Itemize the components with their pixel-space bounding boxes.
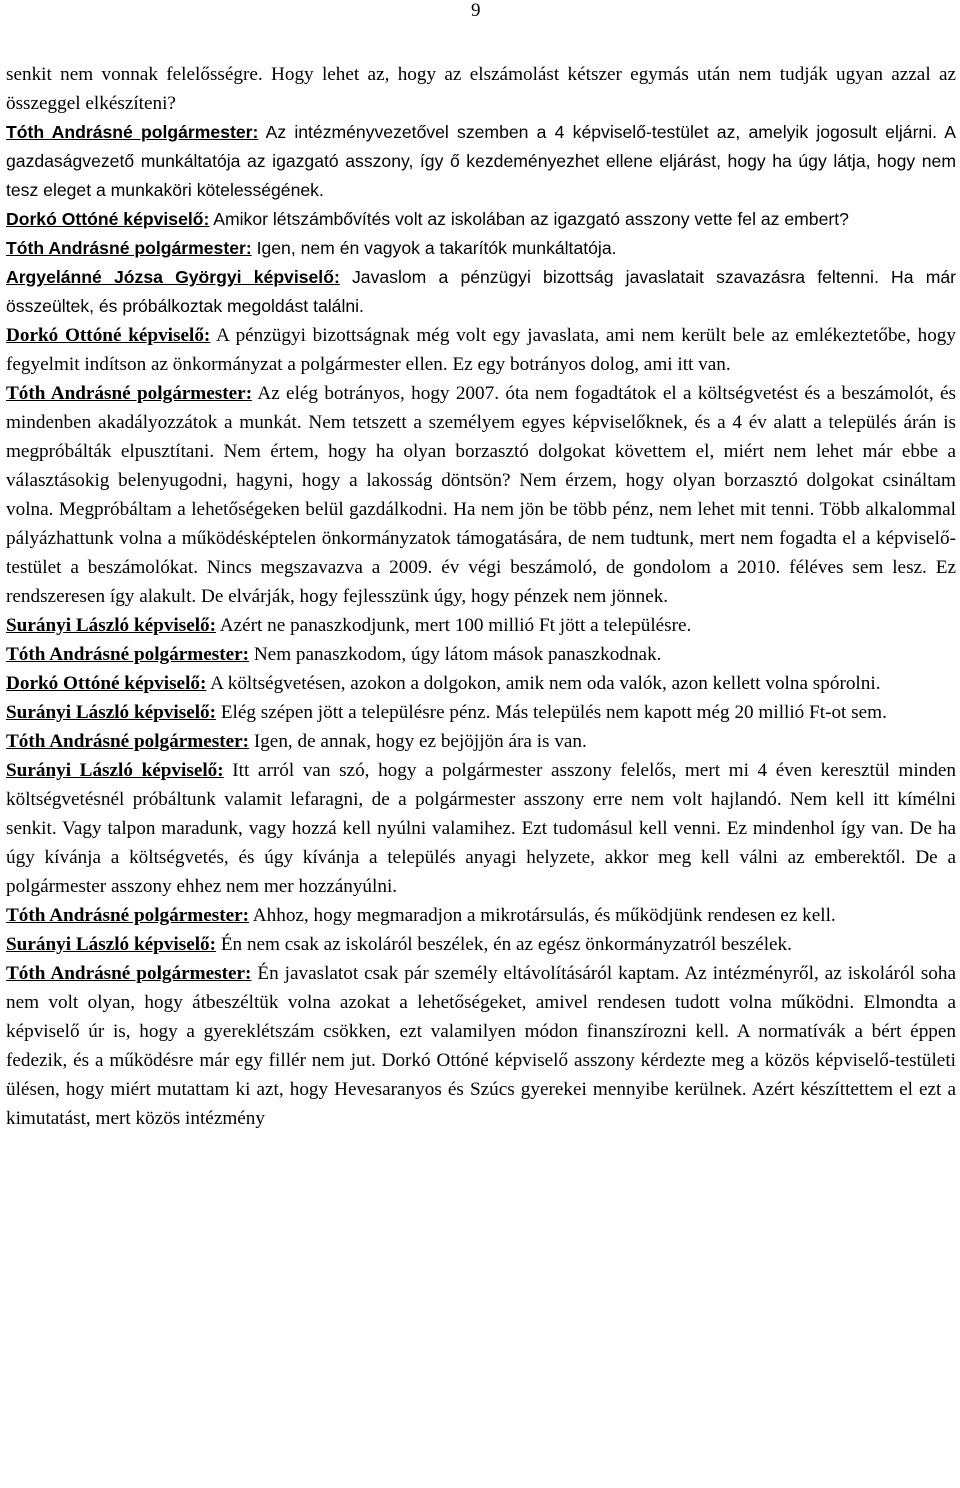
- paragraph: [6, 379, 956, 611]
- paragraph: [6, 234, 956, 263]
- paragraph-text: A költségvetésen, azokon a dolgokon, amik nem oda valók, azon kellett volna spórolni.: [206, 673, 881, 694]
- speaker-name: Surányi László képviselő:: [6, 760, 224, 781]
- paragraph-text: Én nem csak az iskoláról beszélek, én az egész önkormányzatról beszélek.: [216, 934, 792, 955]
- speaker-name: Argyelánné Józsa Györgyi képviselő:: [6, 267, 340, 287]
- speaker-name: Tóth Andrásné polgármester:: [6, 122, 259, 142]
- paragraph: [6, 959, 956, 1133]
- paragraph: [6, 698, 956, 727]
- paragraph: [6, 901, 956, 930]
- speaker-name: Tóth Andrásné polgármester:: [6, 905, 250, 926]
- speaker-name: Surányi László képviselő:: [6, 934, 217, 955]
- speaker-name: Surányi László képviselő:: [6, 615, 217, 636]
- paragraph-text: Itt arról van szó, hogy a polgármester asszony felelős, mert mi 4 éven keresztül minden költségvetésnél próbáltunk valamit lefaragni, de a polgármester asszony erre nem volt hajlandó. Nem kell itt kímélni senkit. Vagy talpon maradunk, vagy hozzá kell nyúlni valamihez. Ezt tudomásul kell venni. Ez mindenhol így van. De ha úgy kívánja a költségvetés, és úgy kívánja a település anyagi helyzete, akkor meg kell válni az emberektől. De a polgármester asszony ehhez nem mer hozzányúlni.: [6, 760, 956, 897]
- speaker-name: Dorkó Ottóné képviselő:: [6, 673, 207, 694]
- paragraph: [6, 669, 956, 698]
- paragraph-text: Igen, nem én vagyok a takarítók munkáltatója.: [251, 238, 617, 258]
- paragraph: [6, 263, 956, 321]
- paragraph: [6, 756, 956, 901]
- speaker-name: Tóth Andrásné polgármester:: [6, 963, 252, 984]
- speaker-name: Tóth Andrásné polgármester:: [6, 644, 250, 665]
- speaker-name: Dorkó Ottóné képviselő:: [6, 209, 210, 229]
- document-body: [6, 60, 956, 1133]
- paragraph: [6, 321, 956, 379]
- paragraph-text: Az elég botrányos, hogy 2007. óta nem fogadtátok el a költségvetést és a beszámolót, és mindenben akadályozzátok a munkát. Nem tetszett a személyem egyes képviselőknek, és a 4 év alatt a település árán is megpróbálták elpusztítani. Nem értem, hogy ha olyan borzasztó dolgokat követtem el, miért nem lehet már ebbe a választásokig belenyugodni, hagyni, hogy a lakosság döntsön? Nem érzem, hogy olyan borzasztó dolgokat csináltam volna. Megpróbáltam a lehetőségeken belül gazdálkodni. Ha nem jön be több pénz, nem lehet mit tenni. Több alkalommal pályázhattunk volna a működésképtelen önkormányzatok támogatására, de nem tudtunk, mert nem fogadta el a képviselő-testület a beszámolókat. Nincs megszavazva a 2009. év végi beszámoló, de gondolom a 2010. féléves sem lesz. Ez rendszeresen így alakult. De elvárják, hogy fejlesszünk úgy, hogy pénzek nem jönnek.: [6, 383, 956, 607]
- speaker-name: Dorkó Ottóné képviselő:: [6, 325, 211, 346]
- speaker-name: Tóth Andrásné polgármester:: [6, 731, 250, 752]
- paragraph-text: Igen, de annak, hogy ez bejöjjön ára is van.: [249, 731, 587, 752]
- speaker-name: Tóth Andrásné polgármester:: [6, 238, 252, 258]
- paragraph: [6, 727, 956, 756]
- paragraph: [6, 611, 956, 640]
- paragraph-text: Az intézményvezetővel szemben a 4 képviselő-testület az, amelyik jogosult eljárni. A gazdaságvezető munkáltatója az igazgató asszony, így ő kezdeményezhet ellene eljárást, hogy ha úgy látja, hogy nem tesz eleget a munkaköri kötelességének.: [6, 122, 956, 200]
- paragraph-text: senkit nem vonnak felelősségre. Hogy lehet az, hogy az elszámolást kétszer egymás után nem tudják ugyan azzal az összeggel elkészíteni?: [6, 64, 956, 114]
- paragraph: [6, 60, 956, 118]
- speaker-name: Surányi László képviselő:: [6, 702, 217, 723]
- paragraph-text: Javaslom a pénzügyi bizottság javaslatait szavazásra feltenni. Ha már összeültek, és próbálkoztak megoldást találni.: [6, 267, 957, 316]
- paragraph: [6, 930, 956, 959]
- page-number: 9: [471, 0, 481, 21]
- paragraph: [6, 118, 956, 205]
- paragraph-text: Én javaslatot csak pár személy eltávolításáról kaptam. Az intézményről, az iskoláról soha nem volt olyan, hogy átbeszéltük volna azokat a lehetőségeket, amivel rendesen tudott volna működni. Elmondta a képviselő úr is, hogy a gyereklétszám csökken, ezt valamilyen módon finanszírozni kell. A normatívák a bért éppen fedezik, és a működésre már egy fillér nem jut. Dorkó Ottóné képviselő asszony kérdezte meg a közös képviselő-testületi ülésen, hogy miért mutattam ki azt, hogy Hevesaranyos és Szúcs gyerekei mennyibe kerülnek. Azért készíttettem el ezt a kimutatást, mert közös intézmény: [6, 963, 957, 1129]
- paragraph: [6, 205, 956, 234]
- speaker-name: Tóth Andrásné polgármester:: [6, 383, 253, 404]
- paragraph-text: Elég szépen jött a településre pénz. Más település nem kapott még 20 millió Ft-ot sem.: [216, 702, 887, 723]
- paragraph-text: Ahhoz, hogy megmaradjon a mikrotársulás, és működjünk rendesen ez kell.: [249, 905, 836, 926]
- paragraph-text: A pénzügyi bizottságnak még volt egy javaslata, ami nem került bele az emlékeztetőbe, hogy fegyelmit indítson az önkormányzat a polgármester ellen. Ez egy botrányos dolog, ami itt van.: [6, 325, 956, 375]
- paragraph: [6, 640, 956, 669]
- paragraph-text: Amikor létszámbővítés volt az iskolában az igazgató asszony vette fel az embert?: [209, 209, 849, 229]
- paragraph-text: Azért ne panaszkodjunk, mert 100 millió Ft jött a településre.: [216, 615, 692, 636]
- paragraph-text: Nem panaszkodom, úgy látom mások panaszkodnak.: [249, 644, 662, 665]
